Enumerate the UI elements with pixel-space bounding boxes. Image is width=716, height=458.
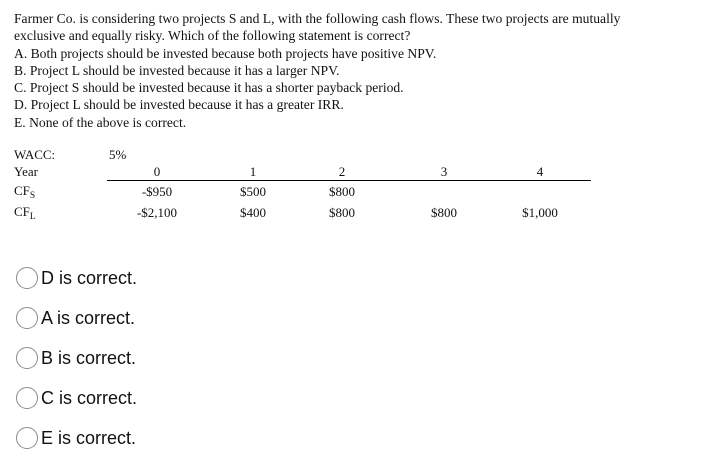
radio-button[interactable] (16, 427, 38, 449)
year-header: 3 (440, 164, 448, 179)
cfl-value: $800 (329, 205, 355, 220)
option-b[interactable] (16, 338, 137, 378)
year-header: 4 (536, 164, 544, 179)
question-line: B. Project L should be invested because it has a larger NPV. (14, 62, 340, 78)
cfs-value: $500 (240, 184, 266, 199)
option-label[interactable]: B is correct. (41, 347, 137, 368)
option-label[interactable]: A is correct. (41, 307, 136, 328)
year-header: 1 (249, 164, 257, 179)
year-header: 0 (153, 164, 161, 179)
option-label[interactable]: E is correct. (41, 427, 137, 448)
cfl-value: $800 (431, 205, 457, 220)
cfl-value: $1,000 (522, 205, 558, 220)
option-label[interactable]: D is correct. (41, 267, 138, 288)
option-d[interactable] (16, 258, 137, 298)
cfl-label: $CF_L$ (14, 204, 36, 222)
option-a[interactable] (16, 298, 137, 338)
question-line: D. Project L should be invested because it has a greater IRR. (14, 97, 344, 113)
question-line: C. Project S should be invested because it has a shorter payback period. (14, 80, 404, 96)
cfs-value: -$950 (141, 184, 173, 199)
cfs-value: $800 (329, 184, 355, 199)
radio-button[interactable] (16, 387, 38, 409)
radio-button[interactable] (16, 307, 38, 329)
radio-button[interactable] (16, 347, 38, 369)
question-text (14, 10, 704, 131)
wacc-value: 5% (109, 147, 127, 162)
cash-flow-table (14, 147, 594, 227)
year-header: 2 (338, 164, 346, 179)
answer-options (16, 258, 137, 458)
option-e[interactable] (16, 418, 137, 458)
cfl-value: -$2,100 (136, 205, 178, 220)
option-label[interactable]: C is correct. (41, 387, 138, 408)
radio-button[interactable] (16, 267, 38, 289)
cfl-value: $400 (240, 205, 266, 220)
question-line: Farmer Co. is considering two projects S and L, with the following cash flows. These two projects are mutually (14, 11, 621, 26)
question-line: A. Both projects should be invested because both projects have positive NPV. (14, 45, 437, 61)
wacc-label: WACC: (14, 147, 56, 162)
question-line: exclusive and equally risky. Which of the following statement is correct? (14, 28, 411, 44)
question-line: E. None of the above is correct. (14, 114, 187, 130)
header-rule (107, 180, 591, 181)
option-c[interactable] (16, 378, 137, 418)
cfs-label: $CF_S$ (14, 183, 36, 201)
year-label: Year (14, 164, 38, 179)
